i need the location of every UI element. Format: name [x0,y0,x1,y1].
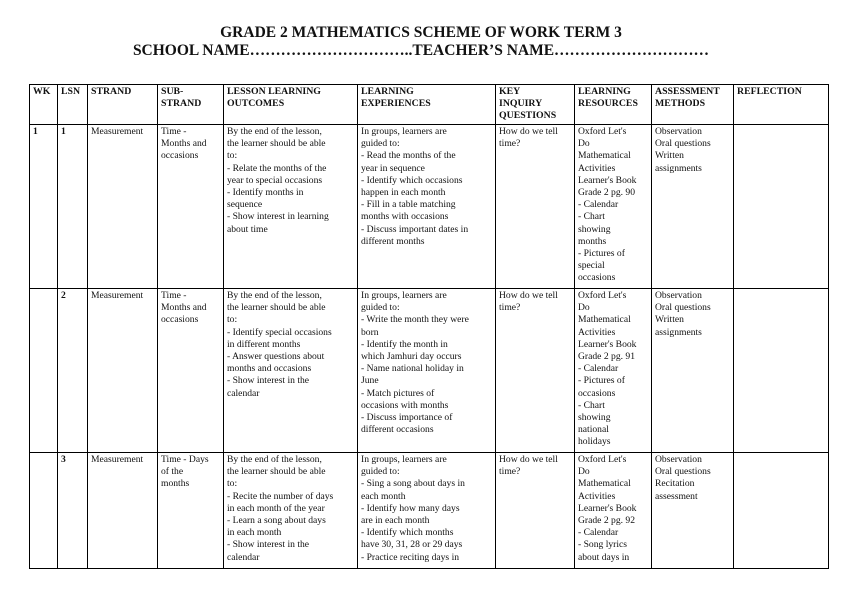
week-cell: 1 [30,125,58,289]
header-experiences: LEARNING EXPERIENCES [358,85,496,125]
experiences-cell: In groups, learners are guided to: - Read the months of the year in sequence - Identify which occasions happen in each month - Fill in a table matching months with occasions - Discuss important dates in different months [358,125,496,289]
lesson-cell: 2 [58,289,88,453]
school-teacher-line: SCHOOL NAME…………………………..TEACHER’S NAME………………………… [132,42,710,59]
inquiry-questions-cell: How do we tell time? [496,125,575,289]
table-row [30,453,829,569]
sub-strand-cell: Time - Months and occasions [158,125,224,289]
header-outcomes: LESSON LEARNING OUTCOMES [224,85,358,125]
resources-cell: Oxford Let's Do Mathematical Activities Learner's Book Grade 2 pg. 91 - Calendar - Pictures of occasions - Chart showing national holidays [575,289,652,453]
header-reflection: REFLECTION [734,85,829,125]
lesson-cell: 3 [58,453,88,569]
header-sub-strand: SUB- STRAND [158,85,224,125]
assessment-cell: Observation Oral questions Written assignments [652,125,734,289]
strand-cell: Measurement [88,125,158,289]
header-row [30,85,829,125]
document-title: GRADE 2 MATHEMATICS SCHEME OF WORK TERM 3 [220,24,622,41]
strand-cell: Measurement [88,453,158,569]
reflection-cell[interactable] [734,125,829,289]
outcomes-cell: By the end of the lesson, the learner should be able to: - Identify special occasions in different months - Answer questions about months and occasions - Show interest in the calendar [224,289,358,453]
header-strand: STRAND [88,85,158,125]
week-cell [30,289,58,453]
experiences-cell: In groups, learners are guided to: - Write the month they were born - Identify the month in which Jamhuri day occurs - Name national holiday in June - Match pictures of occasions with months - Discuss importance of different occasions [358,289,496,453]
header-inquiry-questions: KEY INQUIRY QUESTIONS [496,85,575,125]
scheme-of-work-table [29,84,829,569]
experiences-cell: In groups, learners are guided to: - Sing a song about days in each month - Identify how many days are in each month - Identify which months have 30, 31, 28 or 29 days - Practice reciting days in [358,453,496,569]
assessment-cell: Observation Oral questions Recitation assessment [652,453,734,569]
resources-cell: Oxford Let's Do Mathematical Activities Learner's Book Grade 2 pg. 92 - Calendar - Song lyrics about days in [575,453,652,569]
lesson-cell: 1 [58,125,88,289]
table-row [30,125,829,289]
sub-strand-cell: Time - Months and occasions [158,289,224,453]
reflection-cell[interactable] [734,453,829,569]
outcomes-cell: By the end of the lesson, the learner should be able to: - Relate the months of the year to special occasions - Identify months in sequence - Show interest in learning about time [224,125,358,289]
inquiry-questions-cell: How do we tell time? [496,453,575,569]
inquiry-questions-cell: How do we tell time? [496,289,575,453]
outcomes-cell: By the end of the lesson, the learner should be able to: - Recite the number of days in each month of the year - Learn a song about days in each month - Show interest in the calendar [224,453,358,569]
header-wk: WK [30,85,58,125]
reflection-cell[interactable] [734,289,829,453]
header-assessment: ASSESSMENT METHODS [652,85,734,125]
week-cell [30,453,58,569]
resources-cell: Oxford Let's Do Mathematical Activities Learner's Book Grade 2 pg. 90 - Calendar - Chart showing months - Pictures of special occasions [575,125,652,289]
table-row [30,289,829,453]
assessment-cell: Observation Oral questions Written assignments [652,289,734,453]
sub-strand-cell: Time - Days of the months [158,453,224,569]
header-resources: LEARNING RESOURCES [575,85,652,125]
strand-cell: Measurement [88,289,158,453]
header-lsn: LSN [58,85,88,125]
